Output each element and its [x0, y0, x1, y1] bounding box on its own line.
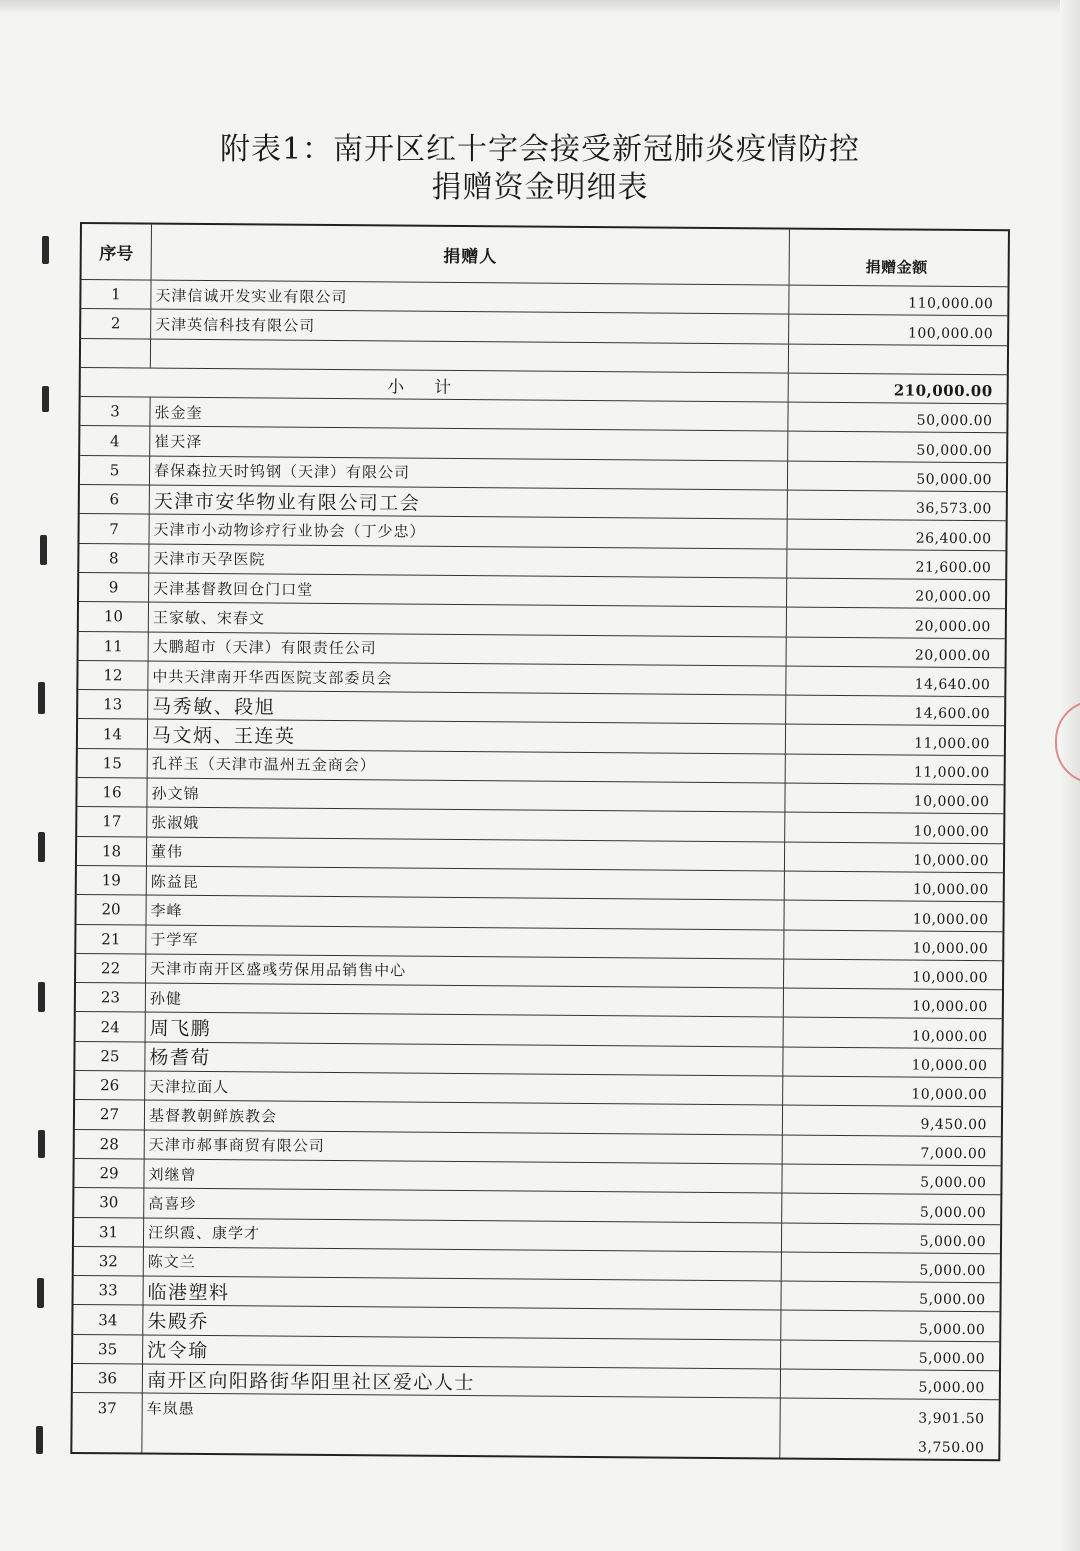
row-number: 14 — [78, 719, 148, 748]
row-number: 11 — [79, 632, 149, 661]
binding-hole-mark — [38, 982, 45, 1012]
row-amount: 20,000.00 — [915, 588, 992, 606]
row-amount: 3,901.50 — [918, 1410, 985, 1427]
trailing-row — [72, 1423, 998, 1460]
row-amount: 50,000.00 — [916, 471, 993, 489]
row-number: 15 — [78, 749, 148, 778]
row-amount: 50,000.00 — [916, 413, 993, 430]
row-number: 33 — [73, 1276, 143, 1305]
row-amount: 5,000.00 — [918, 1321, 986, 1338]
row-number: 24 — [76, 1012, 146, 1041]
row-number: 32 — [74, 1247, 144, 1276]
row-amount: 10,000.00 — [911, 1086, 988, 1104]
row-amount: 14,640.00 — [914, 676, 991, 694]
row-amount: 21,600.00 — [915, 559, 992, 577]
row-amount: 5,000.00 — [919, 1262, 986, 1280]
row-donor: 南开区向阳路街华阳里社区爱心人士 — [143, 1365, 781, 1398]
row-donor: 临港塑料 — [143, 1277, 781, 1310]
row-donor: 李峰 — [146, 896, 784, 929]
row-amount: 10,000.00 — [912, 998, 988, 1016]
row-amount: 5,000.00 — [918, 1350, 986, 1368]
row-number: 12 — [78, 661, 148, 690]
row-number: 2 — [81, 309, 151, 338]
row-amount: 5,000.00 — [920, 1174, 987, 1192]
row-amount: 20,000.00 — [915, 618, 991, 635]
row-number: 18 — [77, 837, 147, 866]
row-donor: 张淑娥 — [147, 808, 785, 841]
donor-rows — [73, 397, 1007, 1430]
row-donor: 董伟 — [147, 837, 785, 870]
row-number: 17 — [77, 807, 147, 836]
row-number: 22 — [76, 954, 146, 983]
row-donor: 天津市小动物诊疗行业协会（丁少忠） — [149, 515, 787, 548]
row-donor: 周飞鹏 — [146, 1013, 784, 1046]
row-number-empty — [72, 1423, 142, 1453]
row-number: 13 — [78, 690, 148, 719]
row-amount: 10,000.00 — [913, 823, 990, 840]
row-donor: 陈益昆 — [147, 866, 785, 899]
binding-hole-mark — [38, 682, 45, 714]
row-donor: 天津英信科技有限公司 — [151, 310, 789, 343]
row-donor: 张金奎 — [150, 398, 788, 431]
row-donor: 于学军 — [146, 925, 784, 958]
row-number: 27 — [75, 1100, 145, 1129]
header-amount: 捐赠金额 — [865, 258, 928, 277]
row-donor-empty — [142, 1423, 780, 1457]
row-donor: 天津信诚开发实业有限公司 — [151, 281, 789, 314]
row-amount: 5,000.00 — [919, 1292, 986, 1309]
document-title: 附表1：南开区红十字会接受新冠肺炎疫情防控 — [219, 132, 861, 167]
row-donor: 天津拉面人 — [145, 1072, 783, 1105]
row-donor: 春保森拉天时钨钢（天津）有限公司 — [150, 456, 788, 489]
row-number-empty — [81, 339, 151, 368]
row-number: 37 — [73, 1393, 143, 1423]
row-donor: 天津市郝事商贸有限公司 — [145, 1130, 783, 1163]
row-donor: 陈文兰 — [144, 1247, 782, 1280]
binding-hole-mark — [38, 1130, 45, 1158]
row-amount: 10,000.00 — [912, 911, 989, 928]
row-amount: 26,400.00 — [915, 530, 992, 547]
row-number: 1 — [81, 280, 151, 309]
binding-hole-mark — [42, 386, 49, 412]
row-number: 23 — [76, 983, 146, 1012]
row-number: 8 — [79, 544, 149, 573]
trailing-amount: 3,750.00 — [917, 1439, 985, 1457]
row-number: 28 — [75, 1130, 145, 1159]
row-amount: 5,000.00 — [919, 1233, 987, 1250]
row-amount: 50,000.00 — [916, 442, 993, 459]
row-amount: 11,000.00 — [914, 735, 990, 752]
row-donor: 高喜珍 — [144, 1189, 782, 1222]
row-number: 5 — [80, 456, 150, 485]
row-donor: 孙文锦 — [147, 779, 785, 812]
row-donor: 杨耆荀 — [145, 1042, 783, 1075]
row-amount: 11,000.00 — [913, 764, 990, 782]
row-number: 7 — [79, 514, 149, 543]
row-number: 6 — [80, 485, 150, 514]
row-number: 26 — [75, 1071, 145, 1100]
binding-hole-mark — [38, 832, 45, 862]
page-top-edge — [0, 0, 1080, 14]
row-donor: 汪织霞、康学才 — [144, 1218, 782, 1251]
row-donor: 刘继曾 — [144, 1159, 782, 1192]
row-number: 20 — [76, 895, 146, 924]
row-amount: 100,000.00 — [907, 325, 994, 342]
row-donor: 崔天泽 — [150, 427, 788, 460]
row-amount: 10,000.00 — [911, 1028, 988, 1045]
row-amount: 5,000.00 — [918, 1379, 985, 1397]
subtotal-label: 小计 — [81, 368, 789, 402]
row-amount: 36,573.00 — [915, 500, 992, 518]
row-number: 10 — [79, 602, 149, 631]
row-number: 25 — [75, 1042, 145, 1071]
row-donor: 王家敏、宋春文 — [149, 603, 787, 636]
row-amount: 10,000.00 — [911, 1057, 988, 1075]
row-donor: 孔祥玉（天津市温州五金商会） — [148, 749, 786, 782]
row-donor: 朱殿乔 — [143, 1306, 781, 1339]
row-amount: 20,000.00 — [914, 647, 991, 665]
row-amount: 5,000.00 — [919, 1204, 987, 1221]
row-number: 34 — [73, 1305, 143, 1334]
row-donor: 天津市南开区盛彧劳保用品销售中心 — [146, 954, 784, 987]
binding-hole-mark — [37, 1278, 44, 1308]
row-number: 31 — [74, 1217, 144, 1246]
row-number: 30 — [74, 1188, 144, 1217]
row-number: 36 — [73, 1364, 143, 1393]
row-donor: 马秀敏、段旭 — [148, 691, 786, 724]
donation-table — [70, 222, 1010, 1461]
row-amount: 9,450.00 — [920, 1116, 988, 1133]
row-amount: 10,000.00 — [913, 793, 990, 811]
row-amount: 10,000.00 — [912, 940, 989, 957]
row-amount-empty — [789, 344, 1003, 374]
binding-hole-mark — [42, 236, 49, 264]
binding-hole-mark — [40, 535, 47, 565]
document-subtitle: 捐赠资金明细表 — [431, 170, 649, 205]
row-amount: 7,000.00 — [920, 1145, 987, 1163]
row-donor: 车岚愚 — [143, 1394, 781, 1428]
row-donor: 天津基督教回仓门口堂 — [149, 574, 787, 607]
subtotal-amount: 210,000.00 — [893, 381, 993, 401]
table-header-row — [82, 224, 1008, 287]
red-seal-stamp — [1055, 700, 1080, 784]
row-number: 29 — [74, 1159, 144, 1188]
row-number: 4 — [80, 426, 150, 455]
row-amount: 10,000.00 — [912, 881, 989, 899]
row-number: 21 — [76, 925, 146, 954]
row-donor: 大鹏超市（天津）有限责任公司 — [149, 632, 787, 665]
row-amount: 10,000.00 — [913, 852, 990, 870]
header-serial-number: 序号 — [82, 224, 152, 280]
binding-hole-mark — [36, 1426, 43, 1454]
row-number: 16 — [77, 778, 147, 807]
row-donor: 天津市安华物业有限公司工会 — [150, 486, 788, 519]
row-donor: 中共天津南开华西医院支部委员会 — [148, 661, 786, 694]
row-number: 19 — [77, 866, 147, 895]
row-donor-empty — [151, 339, 789, 372]
row-donor: 基督教朝鲜族教会 — [145, 1101, 783, 1134]
row-number: 35 — [73, 1335, 143, 1364]
row-amount: 10,000.00 — [912, 969, 989, 987]
row-donor: 马文炳、王连英 — [148, 720, 786, 753]
row-number: 3 — [80, 397, 150, 426]
row-donor: 天津市天孕医院 — [149, 544, 787, 577]
row-number: 9 — [79, 573, 149, 602]
row-amount: 14,600.00 — [914, 706, 991, 723]
row-amount: 110,000.00 — [908, 295, 994, 313]
header-donor: 捐赠人 — [152, 225, 790, 285]
row-donor: 孙健 — [146, 984, 784, 1017]
row-donor: 沈令瑜 — [143, 1335, 781, 1368]
